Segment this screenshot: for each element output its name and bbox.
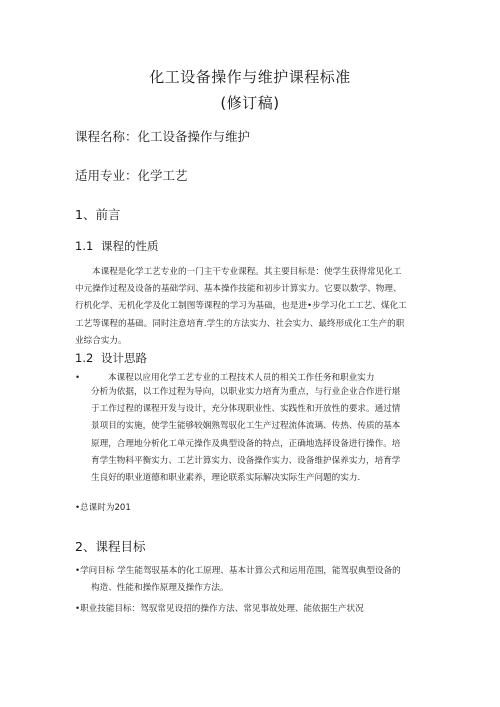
design-bullet-text: 本课程以应用化学工艺专业的工程技术人员的相关工作任务和职业实力	[108, 373, 375, 383]
skill-goal-bullet	[75, 602, 364, 614]
paragraph-line: 分析为依据，以工作过程为导向，以职业实力培育为重点，与行业企业合作进行堪	[91, 387, 401, 397]
bullet-icon: •	[75, 373, 81, 383]
section-1-1-paragraph	[75, 264, 407, 350]
paragraph-line: 景项目的实施，使学生能够较娴熟驾驭化工生产过程流体流璃、传热、传质的基本	[91, 421, 401, 432]
bullet-icon: •	[75, 566, 81, 576]
knowledge-goal-bullet	[75, 564, 401, 576]
section-1-2-paragraph	[91, 384, 400, 487]
course-name: 课程名称：化工设备操作与维护	[75, 129, 251, 144]
paragraph-line: 生良好的职业道德和职业素养，理论联系实际解决实际生产问题的实力.	[91, 473, 361, 484]
section-1-2-title: 设计思路	[101, 351, 147, 365]
section-1-heading: 1、前言	[75, 207, 121, 222]
paragraph-line: 原理，合理地分析化工单元操作及典型设备的特点，正确地选择设备进行操作。培	[91, 438, 401, 449]
knowledge-goal-text: 学问目标 学生能驾驭基本的化工原理、基本计算公式和运用范围，能驾驭典型设备的	[80, 566, 401, 576]
paragraph-line: 中元操作过程及设备的基础学问、基本操作技能和初步计算实力。它要以数学、物理、	[75, 284, 402, 295]
section-2-heading: 2、课程目标	[75, 539, 146, 554]
paragraph-line: 于工作过程的课程开发与设计，充分体现职业性、实践性和开放性的要求。通过情	[91, 404, 401, 415]
document-title: 化工设备操作与维护课程标准	[149, 68, 351, 86]
total-hours-bullet	[75, 501, 131, 513]
paragraph-line: 本课程是化学工艺专业的一门主干专业课程。其主要目标是：使学生获得常见化工	[92, 267, 402, 277]
knowledge-goal-continuation: 构造、性能和操作原理及操作方法。	[91, 583, 229, 593]
bullet-icon: •	[75, 503, 81, 513]
total-hours-text: 总课时为201	[80, 503, 131, 513]
document-subtitle: (修订稿)	[220, 94, 280, 112]
design-bullet	[75, 371, 374, 383]
bullet-icon: •	[75, 604, 81, 614]
paragraph-line: 行机化学、无机化学及化工制图等课程的学习为基础，也是进•步学习化工工艺、煤化工	[75, 301, 407, 312]
paragraph-line: 育学生物料平衡实力、工艺计算实力、设备操作实力、设备维护保养实力，培育学	[91, 455, 401, 466]
paragraph-line: 工艺等课程的基础。同时注意培育.学生的方法实力、社会实力、最终形成化工生产的职	[75, 318, 405, 329]
section-1-2-number: 1.2	[75, 351, 94, 365]
section-1-1-title: 课程的性质	[101, 239, 159, 253]
section-1-1-heading	[75, 238, 159, 254]
applicable-major: 适用专业：化学工艺	[75, 168, 188, 183]
paragraph-line: 业综合实力。	[75, 335, 127, 346]
skill-goal-text: 职业技能目标：驾驭常见设招的操作方法、常见事故处理、能依据生产状况	[80, 604, 364, 614]
section-1-1-number: 1.1	[75, 239, 94, 253]
section-1-2-heading	[75, 350, 147, 366]
